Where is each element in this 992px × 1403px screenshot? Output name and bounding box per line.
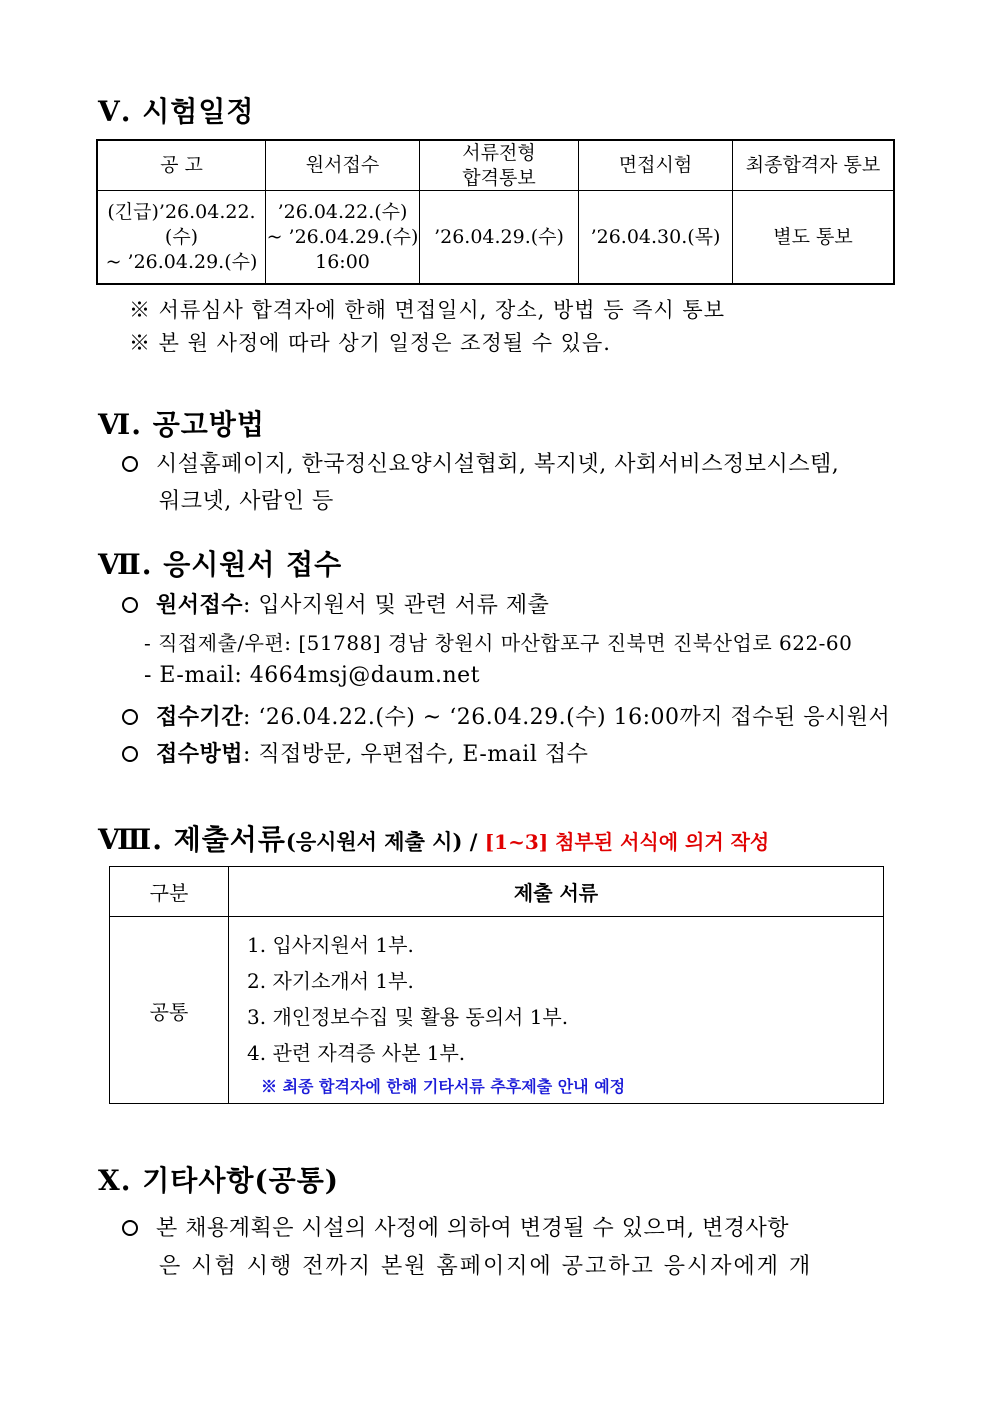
application-item-3-label: 접수방법 (156, 741, 244, 767)
section-8-title (98, 818, 769, 858)
notice-date-end: ~ ’26.04.29.(수) (105, 250, 258, 273)
circle-bullet-icon (122, 597, 138, 613)
section-8-title-red-note: [1~3] 첨부된 서식에 의거 작성 (484, 830, 770, 854)
cell-application (266, 191, 420, 285)
application-item-3-text: : 직접방문, 우편접수, E-mail 접수 (243, 742, 589, 767)
header-interview: 면접시험 (579, 140, 733, 191)
circle-bullet-icon (122, 709, 138, 725)
docs-header-documents: 제출 서류 (229, 867, 884, 917)
application-item-2 (122, 700, 890, 731)
section-8-title-slash: / (462, 829, 485, 854)
docs-note: ※ 최종 합격자에 한해 기타서류 추후제출 안내 예정 (261, 1077, 626, 1096)
section-10-title: Ⅹ. 기타사항(공통) (98, 1164, 340, 1197)
application-item-1 (122, 588, 549, 619)
header-document-result-line2: 합격통보 (462, 166, 536, 189)
announcement-line-2: 워크넷, 사람인 등 (159, 489, 334, 514)
application-item-2-text: : ‘26.04.22.(수) ~ ‘26.04.29.(수) 16:00까지 접수된 응시원서 (243, 705, 891, 730)
header-application: 원서접수 (266, 140, 420, 191)
application-item-2-label: 접수기간 (156, 704, 244, 730)
misc-line-1 (122, 1211, 789, 1242)
docs-header-category: 구분 (110, 867, 229, 917)
announcement-line-1 (122, 447, 839, 478)
docs-item: 3. 개인정보수집 및 활용 동의서 1부. (247, 1005, 569, 1029)
apply-time: 16:00 (315, 250, 370, 273)
docs-item: 1. 입사지원서 1부. (247, 933, 414, 957)
schedule-note-2: ※ 본 원 사정에 따라 상기 일정은 조정될 수 있음. (129, 331, 611, 355)
docs-item: 2. 자기소개서 1부. (247, 969, 414, 993)
application-item-1-label: 원서접수 (156, 592, 244, 618)
section-5-title: Ⅴ. 시험일정 (98, 95, 255, 128)
docs-category-common: 공통 (110, 917, 229, 1104)
header-notice: 공 고 (97, 140, 266, 191)
header-final-notice: 최종합격자 통보 (733, 140, 895, 191)
application-item-3 (122, 737, 588, 768)
section-8-title-paren: (응시원서 제출 시) (285, 829, 463, 854)
section-7-title: Ⅶ. 응시원서 접수 (98, 548, 343, 581)
cell-final-notice: 별도 통보 (733, 191, 895, 285)
announcement-text-1: 시설홈페이지, 한국정신요양시설협회, 복지넷, 사회서비스정보시스템, (156, 452, 840, 477)
circle-bullet-icon (122, 456, 138, 472)
cell-notice (97, 191, 266, 285)
cell-document-result: ’26.04.29.(수) (420, 191, 579, 285)
documents-table (109, 866, 884, 1104)
section-6-title: Ⅵ. 공고방법 (98, 408, 265, 441)
docs-list-cell (229, 917, 884, 1104)
header-document-result (420, 140, 579, 191)
section-8-title-main: Ⅷ. 제출서류 (98, 823, 286, 856)
misc-line-2: 은 시험 시행 전까지 본원 홈페이지에 공고하고 응시자에게 개 (159, 1254, 813, 1279)
application-item-1-text: : 입사지원서 및 관련 서류 제출 (243, 593, 550, 618)
cell-interview: ’26.04.30.(목) (579, 191, 733, 285)
circle-bullet-icon (122, 746, 138, 762)
misc-text-1: 본 채용계획은 시설의 사정에 의하여 변경될 수 있으며, 변경사항 (156, 1216, 789, 1241)
exam-schedule-table (96, 139, 895, 285)
application-sub-2: - E-mail: 4664msj@daum.net (144, 663, 480, 688)
docs-item: 4. 관련 자격증 사본 1부. (247, 1041, 466, 1065)
schedule-note-1: ※ 서류심사 합격자에 한해 면접일시, 장소, 방법 등 즉시 통보 (129, 298, 726, 322)
header-document-result-line1: 서류전형 (462, 142, 536, 164)
notice-date-start: (긴급)’26.04.22.(수) (107, 201, 256, 249)
apply-date-start: ’26.04.22.(수) (277, 201, 408, 224)
circle-bullet-icon (122, 1220, 138, 1236)
apply-date-end: ~ ’26.04.29.(수) (266, 226, 419, 249)
application-sub-1: - 직접제출/우편: [51788] 경남 창원시 마산합포구 진북면 진북산업로 622-60 (144, 631, 853, 655)
